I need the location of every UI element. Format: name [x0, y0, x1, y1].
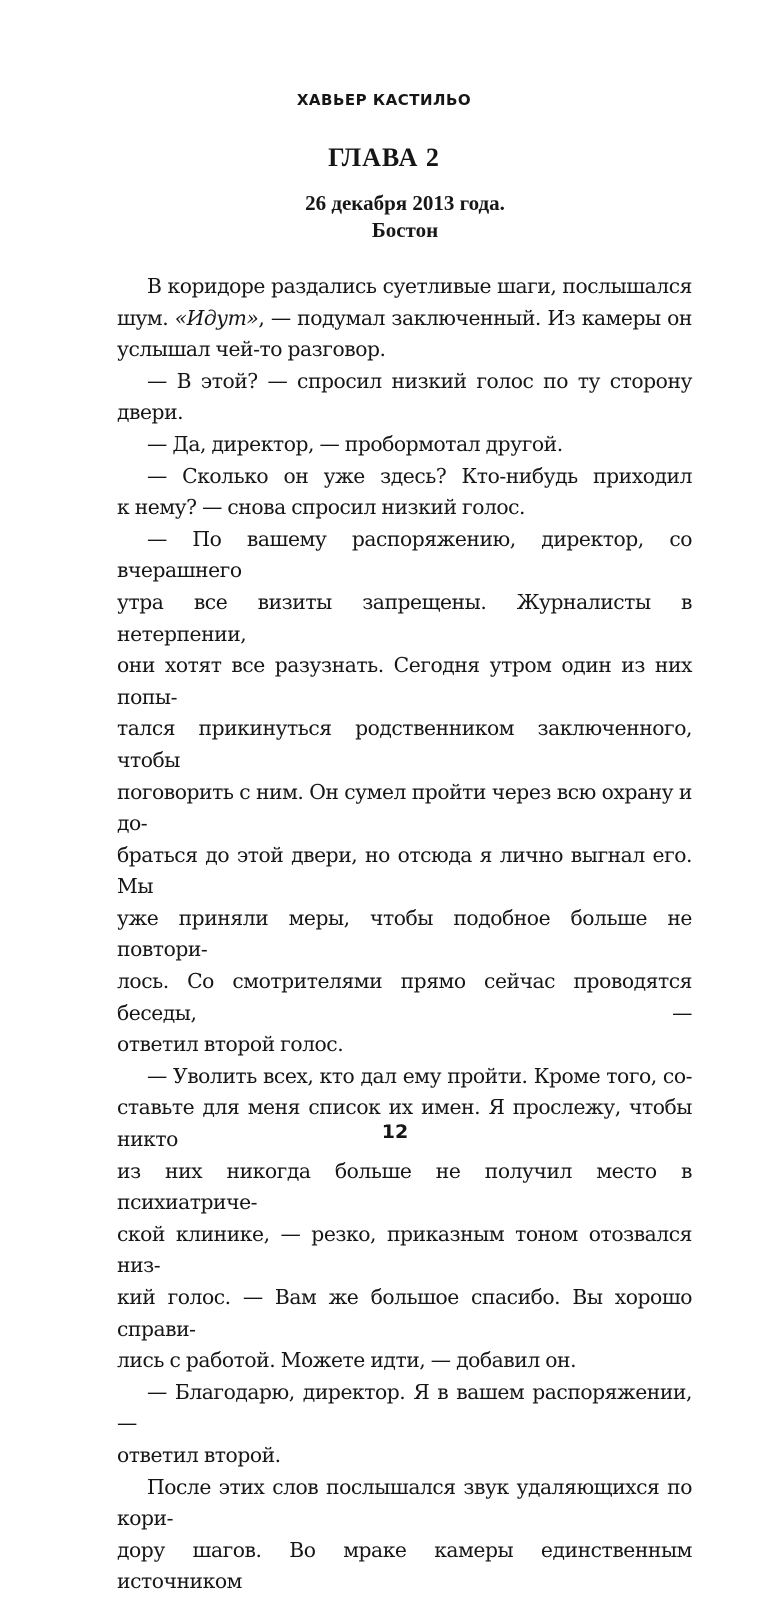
- running-head: ХАВЬЕР КАСТИЛЬО: [296, 91, 472, 109]
- text-line: [117, 303, 692, 335]
- chapter-subheading: [0, 190, 768, 244]
- text-line: — В этой? — спросил низкий голос по ту сторону двери.: [117, 368, 692, 425]
- text-line: После этих слов послышался звук удаляющихся по кори-: [117, 1474, 692, 1531]
- text-line: к нему? — снова спросил низкий голос.: [117, 495, 526, 520]
- text-line: браться до этой двери, но отсюда я лично выгнал его. Мы: [117, 842, 692, 899]
- text-line: из них никогда больше не получил место в психиатриче-: [117, 1158, 692, 1215]
- text-fragment: шум.: [117, 305, 175, 330]
- text-line: — Благодарю, директор. Я в вашем распоряжении, —: [117, 1379, 692, 1436]
- text-line: услышал чей-то разговор.: [117, 337, 386, 362]
- text-line: утра все визиты запрещены. Журналисты в нетерпении,: [117, 589, 692, 646]
- chapter-date: 26 декабря 2013 года.: [305, 191, 505, 215]
- chapter-place: Бостон: [371, 218, 439, 242]
- text-line: ответил второй.: [117, 1442, 281, 1467]
- text-line: лось. Со смотрителями прямо сейчас проводятся беседы, —: [117, 969, 692, 1025]
- text-line: тался прикинуться родственником заключенного, чтобы: [117, 716, 692, 772]
- text-line: они хотят все разузнать. Сегодня утром один из них попы-: [117, 653, 692, 709]
- body-text: [117, 271, 692, 1598]
- text-line: кий голос. — Вам же большое спасибо. Вы хорошо справи-: [117, 1285, 692, 1341]
- text-fragment: , — подумал заключенный. Из камеры он: [258, 305, 692, 330]
- text-fragment-italic: «Идут»: [174, 305, 259, 330]
- text-line: — Уволить всех, кто дал ему пройти. Кроме того, со-: [147, 1063, 692, 1088]
- text-line: — Да, директор, — пробормотал другой.: [147, 431, 563, 456]
- chapter-title: ГЛАВА 2: [328, 143, 440, 172]
- page-number: 12: [381, 1121, 409, 1143]
- text-line: — По вашему распоряжению, директор, со вчерашнего: [117, 526, 692, 583]
- text-line: — Сколько он уже здесь? Кто-нибудь приходил: [147, 463, 692, 488]
- text-line: В коридоре раздались суетливые шаги, послышался: [147, 274, 692, 298]
- text-line: ответил второй голос.: [117, 1032, 344, 1057]
- text-line: ставьте для меня список их имен. Я прослежу, чтобы никто: [117, 1095, 692, 1152]
- text-line: лись с работой. Можете идти, — добавил он.: [117, 1348, 577, 1373]
- text-line: уже приняли меры, чтобы подобное больше не повтори-: [117, 905, 692, 962]
- text-line: дору шагов. Во мраке камеры единственным источником: [117, 1537, 692, 1594]
- text-line: поговорить с ним. Он сумел пройти через всю охрану и до-: [117, 779, 692, 836]
- text-line: ской клинике, — резко, приказным тоном отозвался низ-: [117, 1221, 692, 1278]
